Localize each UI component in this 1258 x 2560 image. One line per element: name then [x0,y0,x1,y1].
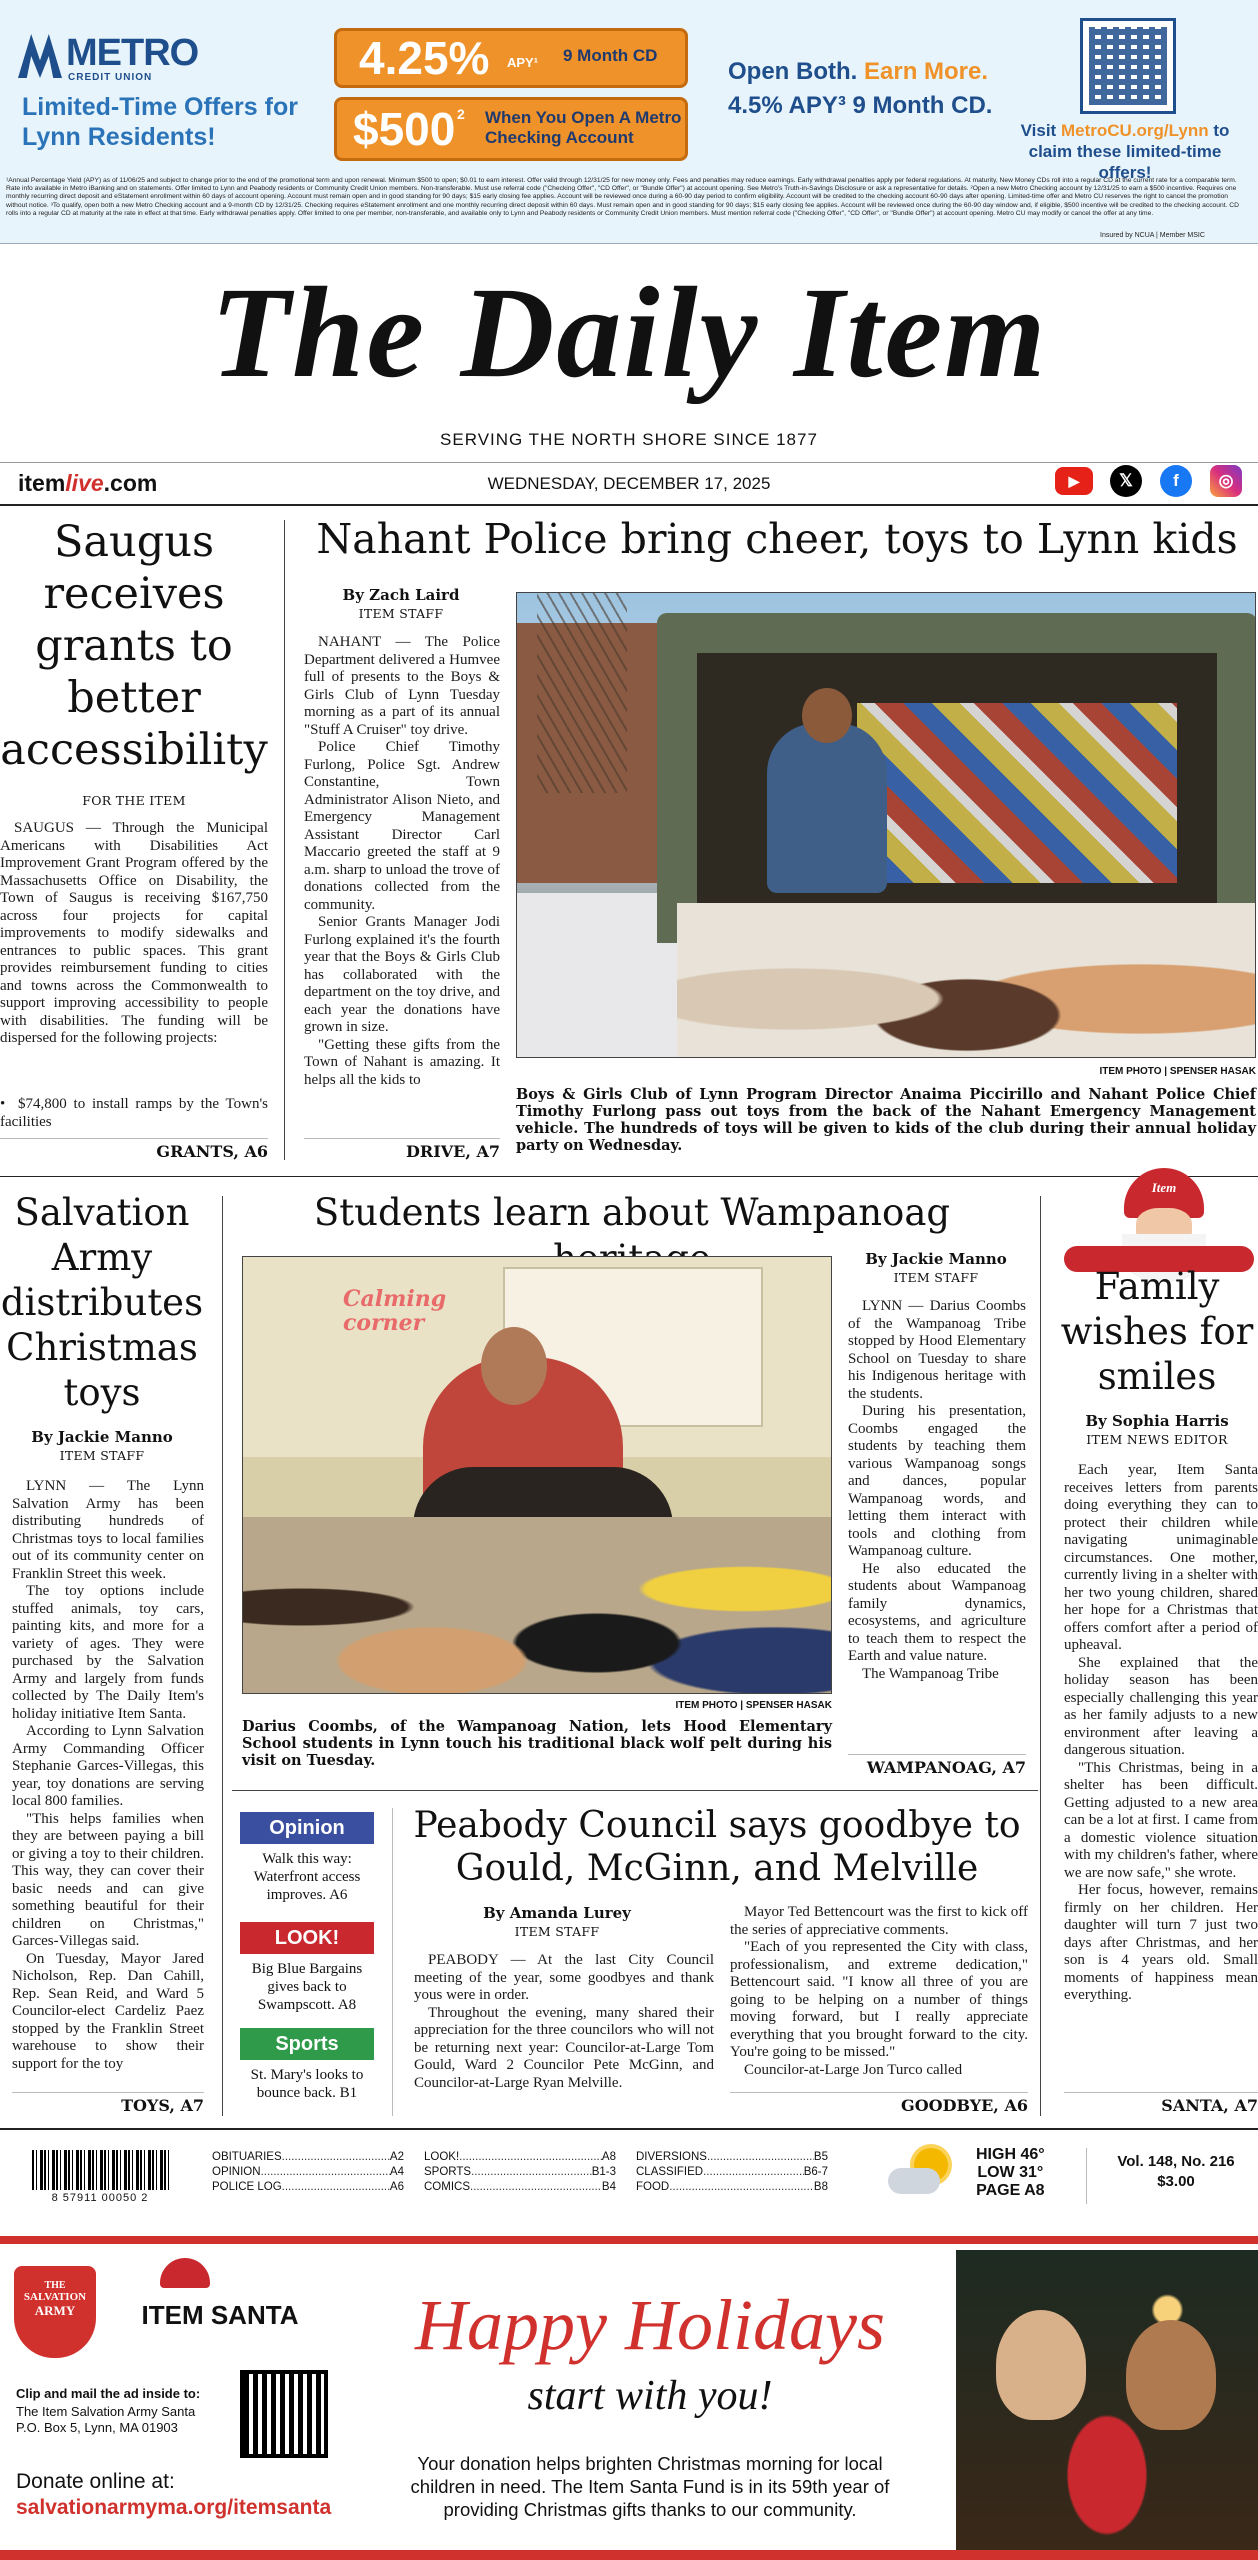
salvation-army-logo: THE SALVATION ARMY [14,2266,96,2358]
youtube-icon[interactable]: ▶ [1055,467,1093,495]
santa-hat-badge: Item [1151,1180,1177,1195]
nahant-headline[interactable]: Nahant Police bring cheer, toys to Lynn kids [316,515,1238,563]
nahant-staff: ITEM STAFF [358,606,444,621]
footer-rule [0,2128,1258,2130]
wampanoag-body: LYNN — Darius Coombs of the Wampanoag Tribe stopped by Hood Elementary School on Tuesday to share his Indigenous heritage with the students. During his presentation, Coombs engaged the students by teaching them various Wampanoag songs and dances, popular Wampanoag words, and letting them interact with tools and clothing from Wampanoag culture. He also educated the students about Wampanoag family dynamics, ecosystems, and agriculture to teach them to respect the Earth and value nature. The Wampanoag Tribe [848,1298,1026,1682]
offer-cd-rate: 4.25% [359,32,490,84]
wampanoag-photo-credit: ITEM PHOTO | SPENSER HASAK [675,1700,832,1711]
ad-visit: Visit MetroCU.org/Lynn to claim these limited-time offers! [1020,121,1230,182]
index-item[interactable]: POLICE LOG ..... A6 [212,2180,404,2195]
students [243,1517,832,1694]
donation-body: Your donation helps brighten Christmas morning for local children in need. The Item Santa Fund is in its 59th year of providing Christmas gifts thanks to our community. [410,2453,890,2520]
peabody-staff: ITEM STAFF [514,1924,600,1939]
offer-cd-box[interactable] [334,28,688,88]
child-right [1126,2320,1216,2430]
index-item[interactable]: SPORTS ..... B1-3 [424,2165,616,2180]
index-item[interactable]: FOOD ..... B8 [636,2180,828,2195]
donate-label: Donate online at: [16,2470,175,2493]
ad-fine-print: ¹Annual Percentage Yield (APY) as of 11/06/25 and subject to change prior to the end of the promotional term and upon renewal. Minimum $500 to open; $0.01 to earn interest. Offer valid through 12/31/25 for new money only. Fees and penalties may reduce earnings. Early withdrawal penalties apply per federal regulations. At maturity, New Money CDs roll into a regular CD at the current rate for a comparable term. Rate info available in Metro iBanking and on statements. Offer limited to Lynn and Peabody residents or Community Credit Union members. Non-transferable. Must use referral code ("Checking Offer", "CD Offer", or "Bundle Offer") at account opening. See Metro's Truth-in-Savings Disclosure or ask a representative for details. ²Open a new Metro Checking account by 12/31/25 to earn a $500 incentive. Requires one monthly recurring direct deposit and eStatement enrollment within 60 days of account opening. Account must remain open and in good standing for 90 days; $15 early closing fee applies. Account will be reviewed once during a 60-90 day period to confirm eligibility. Account will be credited to the checking account 60-90 days after opening. Limited-time offer and Metro CU reserves the right to cancel the promotion without notice. ³To qualify, open both a new Metro Checking account and a 9-month CD by 12/31/25. Checking requires eStatement enrollment and one monthly recurring direct deposit within 60 days. Must remain open and in good standing for 90 days; $15 early closing fee applies. Account will be reviewed once during the 60-90 day window and, if eligible, $500 incentive will be credited to the checking account. CD rolls into a regular CD at maturity at the rate in effect at that time. Early withdrawal penalties apply. Offer limited to one per member, non-transferable, and available only to Lynn and Peabody residents or Community Credit Union members. Must mention referral code ("Checking Offer", "CD Offer", or "Bundle Offer") at account opening. Metro CU may modify or cancel the offer at any time. [6,177,1239,217]
saugus-bullet: • $74,800 to install ramps by the Town's facilities [0,1096,268,1130]
index-col2 [424,2150,616,2195]
salvation-staff: ITEM STAFF [59,1448,145,1463]
sports-label[interactable]: Sports [240,2028,374,2060]
masthead-rule-top [0,462,1258,463]
top-ad[interactable] [0,0,1258,244]
santa-staff: ITEM NEWS EDITOR [1086,1432,1228,1447]
offer-checking-sup: 2 [457,106,465,122]
barcode [32,2150,172,2190]
qr-code[interactable] [1080,18,1176,114]
saugus-body: SAUGUS — Through the Municipal Americans with Disabilities Act Improvement Grant Program offered by the Massachusetts Office on Disability, the Town of Saugus is receiving $167,750 across four projects for capital improvements to modify sidewalks and entrances to public spaces. This grant provides reimbursement funding to cities and towns across the Commonwealth to support improving accessibility to people with disabilities. The funding will be dispersed for the following projects: [0,820,268,1046]
bottom-ad[interactable] [0,2236,1258,2560]
offer-checking-text: When You Open A Metro Checking Account [485,108,682,147]
nahant-byline: By Zach Laird [342,586,460,604]
santa-body: Each year, Item Santa receives letters from parents doing everything they can to protect their children while navigating unimaginable circumstances. One mother, currently living in a shelter with her two young children, shared her hope for a Christmas that offers comfort after a period of upheaval. She explained that the holiday season has been especially challenging this year as her family adjusts to a new environment after leaving a dangerous situation. "This Christmas, being in a shelter has been difficult. Getting adjusted to a new area can be a lot at first. I came from a domestic violence situation with my children's father, where we are now safe," she wrote. Her focus, however, remains firmly on her children. Her daughter will turn 7 just two days after Christmas, and her son is 4 years old. Small moments of happiness mean everything. [1064,1462,1258,2003]
divider-v4 [392,1808,393,2116]
peabody-jump[interactable]: GOODBYE, A6 [730,2092,1028,2115]
salvation-jump[interactable]: TOYS, A7 [12,2092,204,2115]
person-head [802,688,852,743]
santa-byline: By Sophia Harris [1085,1412,1229,1430]
tree-silhouette [537,593,627,793]
ad-insured: Insured by NCUA | Member MSIC [1100,232,1205,239]
offer-cd-term: 9 Month CD [563,46,658,65]
ad-headline: Limited-Time Offers for Lynn Residents! [22,93,298,151]
masthead-tagline: SERVING THE NORTH SHORE SINCE 1877 [440,430,818,449]
opinion-teaser[interactable]: Walk this way: Waterfront access improves. A6 [253,1851,361,1903]
kids-foreground [677,903,1256,1058]
salvation-byline: By Jackie Manno [31,1428,173,1446]
child-left [996,2310,1086,2420]
peabody-byline: By Amanda Lurey [483,1904,631,1922]
item-santa-label: ITEM SANTA [141,2300,299,2330]
saugus-jump[interactable]: GRANTS, A6 [0,1138,268,1161]
metro-brand: METRO [66,32,199,74]
divider-v1 [284,520,285,1160]
index-item[interactable]: OBITUARIES ..... A2 [212,2150,404,2165]
mail-address-2: P.O. Box 5, Lynn, MA 01903 [16,2420,178,2435]
item-santa-mini-icon [160,2258,210,2288]
offer-checking-box[interactable] [334,97,688,161]
santa-headline[interactable]: Family wishes for smiles [1060,1265,1254,1398]
ad-open-both: Open Both. Earn More. [728,58,989,85]
price: $3.00 [1157,2173,1195,2190]
wampanoag-jump[interactable]: WAMPANOAG, A7 [848,1754,1026,1777]
peabody-body-col2: Mayor Ted Bettencourt was the first to kick off the series of appreciative comments. "Each of you represented the City with class, professionalism, and extreme dedication," Bettencourt said. "I know all three of you are going to be helping on a number of things moving forward, but I really appreciate everything that you brought forward to the city. You're going to be missed." Councilor-at-Large Jon Turco called [730,1904,1028,2078]
offer-cd-apy: APY¹ [507,55,539,70]
saugus-headline[interactable]: Saugus receives grants to better accessibility [0,517,268,775]
wampanoag-staff: ITEM STAFF [893,1270,979,1285]
index-item[interactable]: DIVERSIONS ..... B5 [636,2150,828,2165]
salvation-headline[interactable]: Salvation Army distributes Christmas toys [0,1191,204,1414]
wampanoag-byline: By Jackie Manno [865,1250,1007,1268]
index-item[interactable]: LOOK! ..... A8 [424,2150,616,2165]
nahant-photo[interactable] [516,592,1256,1058]
index-col3 [636,2150,828,2195]
ad-combo-rate: 4.5% APY³ 9 Month CD. [728,92,993,119]
happy-holidays: Happy Holidays [415,2285,885,2365]
divider-v3 [1040,1196,1041,2116]
site-link[interactable]: itemlive.com [18,470,158,496]
masthead-title[interactable]: The Daily Item [210,261,1048,405]
person-center [767,723,887,893]
wampanoag-photo[interactable] [242,1256,832,1694]
wampanoag-headline[interactable]: Students learn about Wampanoag [313,1191,951,1234]
look-label[interactable]: LOOK! [240,1922,374,1954]
sports-teaser[interactable]: St. Mary's looks to bounce back. B1 [250,2067,364,2101]
peabody-body-col1: PEABODY — At the last City Council meeting of the year, some goodbyes and thank yous were in order. Throughout the evening, many shared their appreciation for the three councilors who will not be returning next year: Councilor-at-Large Tom Gould, Ward 2 Councilor Pete McGinn, and Councilor-at-Large Ryan Melville. [414,1952,714,2091]
holiday-photo [956,2250,1258,2550]
temp-low: LOW 31° [977,2164,1044,2181]
saugus-byline: FOR THE ITEM [82,793,186,808]
look-teaser[interactable]: Big Blue Bargains gives back to Swampscott. A8 [251,1961,363,2013]
metro-brand-sub: CREDIT UNION [68,72,153,83]
instagram-icon[interactable]: ◎ [1210,465,1242,497]
masthead-rule-bottom [0,504,1258,506]
nahant-caption: Boys & Girls Club of Lynn Program Director Anaima Piccirillo and Nahant Police Chief Timothy Furlong pass out toys from the back of the Nahant Emergency Management vehicle. The hundreds of toys will be given to kids of the club during their annual holiday party on Wednesday. [516,1086,1256,1154]
opinion-label[interactable]: Opinion [240,1812,374,1844]
divider-v2 [222,1196,223,2116]
temp-high: HIGH 46° [976,2146,1045,2163]
nahant-body: NAHANT — The Police Department delivered a Humvee full of presents to the Boys & Girls Club of Lynn Tuesday morning as a part of its annual "Stuff A Cruiser" toy drive. Police Chief Timothy Furlong, Police Sgt. Andrew Constantine, Town Administrator Alison Nieto, and Emergency Management Assistant Director Carl Maccario greeted the staff at 9 a.m. sharp to unload the trove of donations collected from the community. Senior Grants Manager Jodi Furlong explained it's the fourth year that the Boys & Girls Club has collaborated with the department on the toy drive, and each year the donations have grown in size. "Getting these gifts from the Town of Nahant is amazing. It helps all the kids to [304,634,500,1088]
peabody-headline[interactable]: Peabody Council says goodbye to Gould, McGinn, and Melville [413,1805,1021,1889]
x-icon[interactable]: 𝕏 [1110,465,1142,497]
toys-pile [857,703,1177,883]
salvation-body: LYNN — The Lynn Salvation Army has been distributing hundreds of Christmas toys to local families out of its community center on Franklin Street this week. The toy options include stuffed animals, toy cars, painting kits, and more for a variety of ages. They were purchased by the Salvation Army and largely from funds collected by The Daily Item's holiday initiative Item Santa. According to Lynn Salvation Army Commanding Officer Stephanie Garces-Villegas, this year, toy donations are serving local 800 families. "This helps families when they are between paying a bill or giving a toy to their children. This way, they can cover their basic needs and can give something beautiful for their children on Christmas," Garces-Villegas said. On Tuesday, Mayor Jared Nicholson, Rep. Dan Cahill, Rep. Sean Reid, and Ward 5 Councilor-elect Cardeliz Paez stopped by the Franklin Street warehouse to show their support for the toy [12,1478,204,2072]
calming-corner-sign: Calming corner [343,1286,447,1336]
issue-date: WEDNESDAY, DECEMBER 17, 2025 [487,474,771,493]
nahant-photo-credit: ITEM PHOTO | SPENSER HASAK [1099,1066,1256,1077]
nahant-jump[interactable]: DRIVE, A7 [304,1138,500,1161]
divider-h2 [232,1790,1038,1791]
bottom-ad-rule [0,2550,1258,2560]
santa-jump[interactable]: SANTA, A7 [1064,2092,1258,2115]
mail-address-1: The Item Salvation Army Santa [16,2404,196,2419]
qr-pattern [1089,27,1167,105]
weather-text [976,2146,1045,2200]
volume: Vol. 148, No. 216 [1117,2153,1235,2170]
donate-qr-code[interactable] [240,2370,328,2458]
donate-url[interactable]: salvationarmyma.org/itemsanta [16,2496,332,2519]
wampanoag-caption: Darius Coombs, of the Wampanoag Nation, lets Hood Elementary School students in Lynn touch his traditional black wolf pelt during his visit on Tuesday. [242,1718,832,1769]
bullet-dot: • [0,1096,6,1112]
facebook-icon[interactable]: f [1160,465,1192,497]
ad-visit-url[interactable]: MetroCU.org/Lynn [1060,121,1209,140]
start-with-you: start with you! [527,2373,773,2419]
weather-icon [884,2148,954,2198]
index-item[interactable]: OPINION ..... A4 [212,2165,404,2180]
index-item[interactable]: CLASSIFIED ..... B6-7 [636,2165,828,2180]
index-col1 [212,2150,404,2195]
weather-page: PAGE A8 [976,2182,1045,2199]
cloud-icon [888,2168,940,2194]
volume-info [1096,2152,1256,2192]
offer-checking-amount: $500 [353,103,456,155]
index-item[interactable]: COMICS ..... B4 [424,2180,616,2195]
metro-logo [18,34,62,78]
barcode-numbers: 8 57911 00050 2 [51,2192,149,2204]
clip-text: Clip and mail the ad inside to: [16,2386,201,2401]
divider-v5 [1086,2148,1087,2204]
presenter-head [481,1327,547,1405]
